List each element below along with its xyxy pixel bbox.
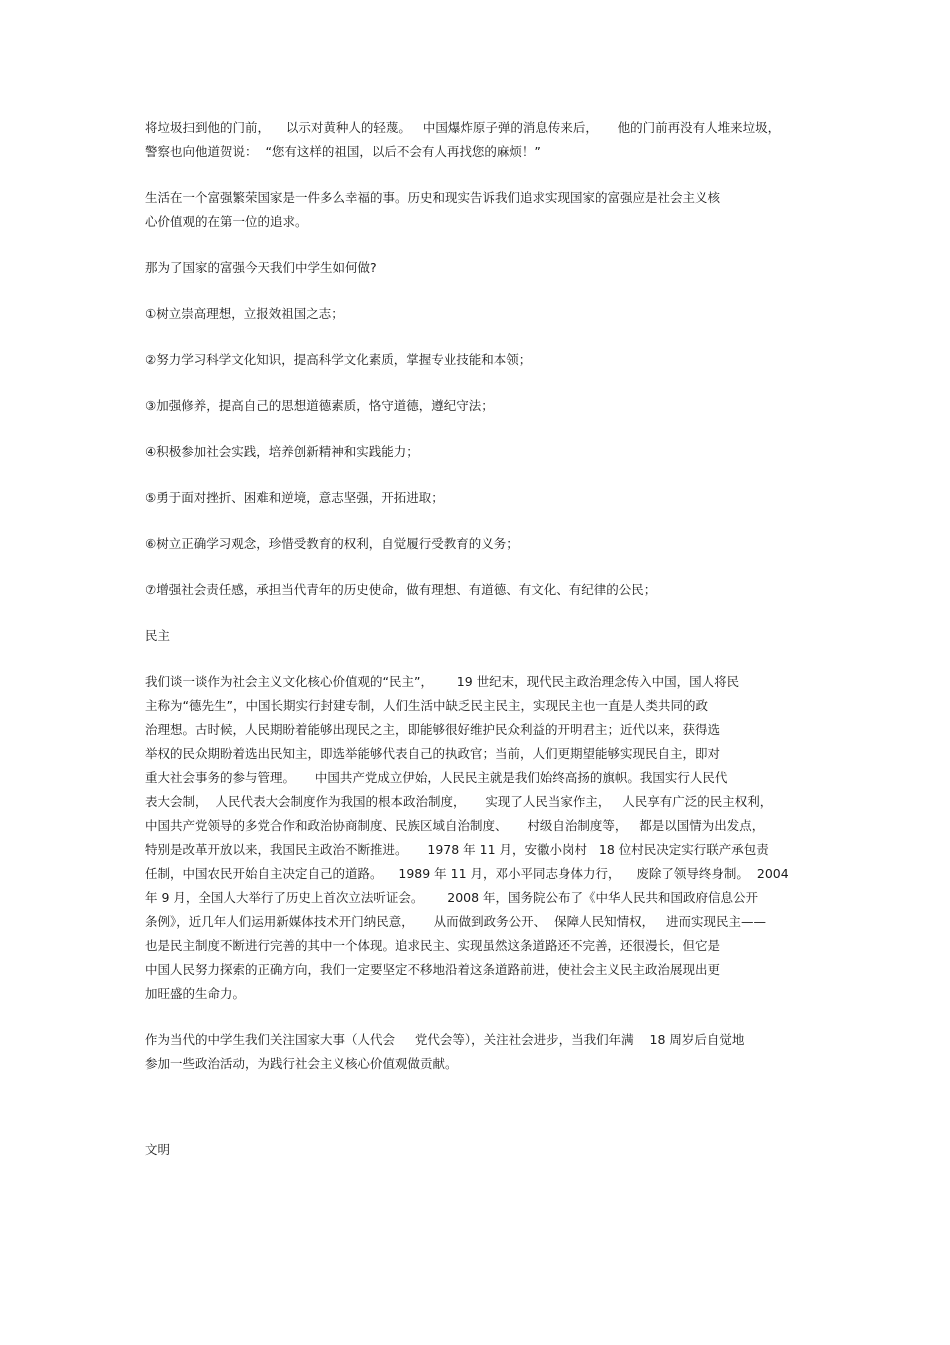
list-item: ②努力学习科学文化知识，提高科学文化素质，掌握专业技能和本领； [145, 352, 532, 367]
citizen-paragraph [145, 1028, 815, 1076]
document-body [145, 116, 815, 1184]
list-item: ③加强修养，提高自己的思想道德素质，恪守道德，遵纪守法； [145, 398, 494, 413]
text-line: 参加一些政治活动，为践行社会主义核心价值观做贡献。 [145, 1056, 458, 1071]
spacer [145, 1098, 815, 1138]
question-paragraph: 那为了国家的富强今天我们中学生如何做? [145, 260, 377, 275]
text-line: 我们谈一谈作为社会主义文化核心价值观的“民主”， 19 世纪末，现代民主政治理念传入中国，国人将民 [145, 674, 740, 689]
democracy-paragraph [145, 670, 815, 1006]
list-item: ①树立崇高理想，立报效祖国之志； [145, 306, 344, 321]
text-line: 重大社会事务的参与管理。 中国共产党成立伊始，人民民主就是我们始终高扬的旗帜。我国实行人民代 [145, 770, 728, 785]
text-line: 举权的民众期盼着选出民知主，即选举能够代表自己的执政官；当前，人们更期望能够实现民自主，即对 [145, 746, 721, 761]
list-item: ⑥树立正确学习观念，珍惜受教育的权利，自觉履行受教育的义务； [145, 536, 519, 551]
text-line: 年 9 月，全国人大举行了历史上首次立法听证会。 2008 年，国务院公布了《中华人民共和国政府信息公开 [145, 890, 759, 905]
list-item: ⑤勇于面对挫折、困难和逆境，意志坚强，开拓进取； [145, 490, 444, 505]
text-line: 中国共产党领导的多党合作和政治协商制度、民族区域自治制度、 村级自治制度等， 都是以国情为出发点， [145, 818, 765, 833]
text-line: 中国人民努力探索的正确方向，我们一定要坚定不移地沿着这条道路前进，使社会主义民主政治展现出更 [145, 962, 721, 977]
text-line: 特别是改革开放以来，我国民主政治不断推进。 1978 年 11 月，安徽小岗村 18 位村民决定实行联产承包责 [145, 842, 769, 857]
text-line: 也是民主制度不断进行完善的其中一个体现。追求民主、实现虽然这条道路还不完善，还很漫长，但它是 [145, 938, 721, 953]
text-line: 作为当代的中学生我们关注国家大事（人代会 党代会等），关注社会进步，当我们年满 18 周岁后自觉地 [145, 1032, 745, 1047]
text-line: 加旺盛的生命力。 [145, 986, 246, 1001]
text-line: 表大会制， 人民代表大会制度作为我国的根本政治制度， 实现了人民当家作主， 人民享有广泛的民主权利， [145, 794, 773, 809]
text-line: 条例》，近几年人们运用新媒体技术开门纳民意， 从而做到政务公开、 保障人民知情权， 进而实现民主—— [145, 914, 766, 929]
prosperity-paragraph [145, 186, 815, 234]
text-line: 任制，中国农民开始自主决定自己的道路。 1989 年 11 月，邓小平同志身体力行， 废除了领导终身制。 2004 [145, 866, 789, 881]
list-item: ⑦增强社会责任感，承担当代青年的历史使命，做有理想、有道德、有文化、有纪律的公民； [145, 582, 657, 597]
section-heading-civilization: 文明 [145, 1142, 171, 1157]
section-heading-democracy: 民主 [145, 628, 171, 643]
list-item: ④积极参加社会实践，培养创新精神和实践能力； [145, 444, 419, 459]
text-line: 将垃圾扫到他的门前， 以示对黄种人的轻蔑。 中国爆炸原子弹的消息传来后， 他的门前再没有人堆来垃圾， [145, 120, 781, 135]
text-line: 心价值观的在第一位的追求。 [145, 214, 308, 229]
text-line: 警察也向他道贺说： “您有这样的祖国，以后不会有人再找您的麻烦！” [145, 144, 541, 159]
text-line: 治理想。古时候，人民期盼着能够出现民之主，即能够很好维护民众利益的开明君主；近代以来，获得选 [145, 722, 721, 737]
text-line: 生活在一个富强繁荣国家是一件多么幸福的事。历史和现实告诉我们追求实现国家的富强应是社会主义核 [145, 190, 721, 205]
text-line: 主称为“德先生”，中国长期实行封建专制，人们生活中缺乏民主民主，实现民主也一直是人类共同的政 [145, 698, 708, 713]
intro-paragraph [145, 116, 815, 164]
